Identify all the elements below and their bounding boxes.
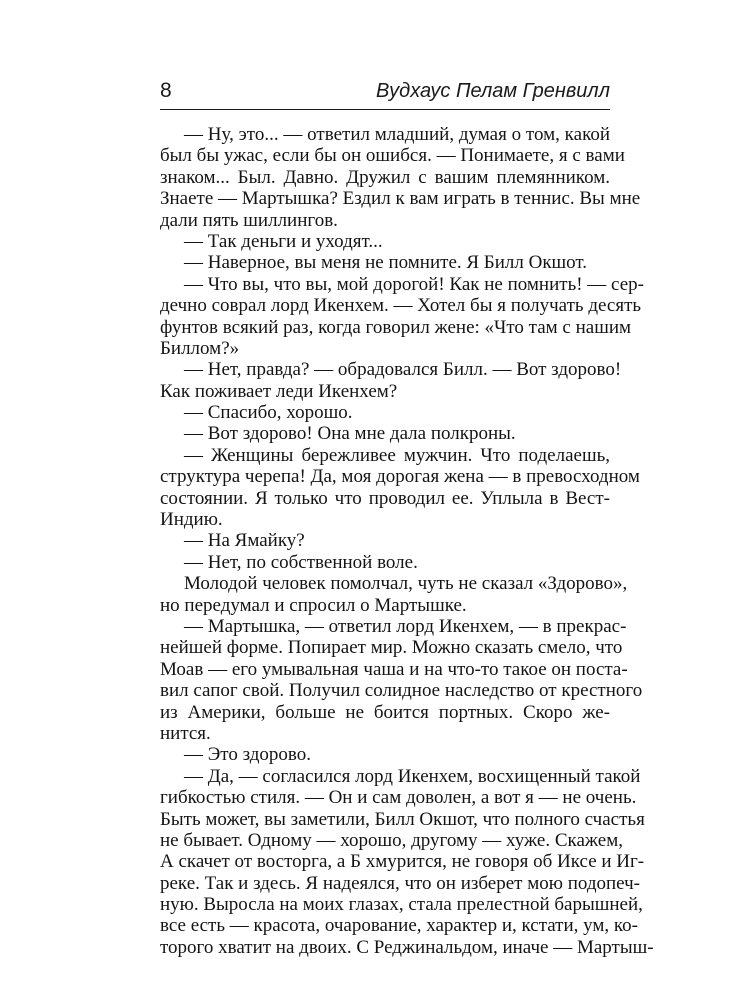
text-line: — Наверное, вы меня не помните. Я Билл Окшот. xyxy=(184,252,588,274)
text-line: — Это здорово. xyxy=(184,744,312,766)
text-line: — Нет, правда? — обрадовался Билл. — Вот здорово! xyxy=(184,359,622,381)
body-text xyxy=(160,124,654,958)
text-line: был бы ужас, если бы он ошибся. — Понимаете, я с вами xyxy=(160,145,625,167)
text-line: — Да, — согласился лорд Икенхем, восхищенный такой xyxy=(184,765,641,787)
text-line: гибкостью стиля. — Он и сам доволен, а вот я — не очень. xyxy=(160,787,637,809)
text-line: Индию. xyxy=(160,509,223,531)
text-line: Моав — его умывальная чаша и на что-то такое он поста- xyxy=(160,658,628,680)
text-line: — Что вы, что вы, мой дорогой! Как не помнить! — сер- xyxy=(184,273,644,295)
text-line: реке. Так и здесь. Я надеялся, что он изберет мою подопеч- xyxy=(160,872,640,894)
text-line: фунтов всякий раз, когда говорил жене: «Что там с нашим xyxy=(160,316,632,338)
text-line: Знаете — Мартышка? Ездил к вам играть в теннис. Вы мне xyxy=(160,188,641,210)
text-line: структура черепа! Да, моя дорогая жена — в превосходном xyxy=(160,466,640,488)
text-line: не бывает. Одному — хорошо, другому — хуже. Скажем, xyxy=(160,829,623,851)
text-line: Быть может, вы заметили, Билл Окшот, что полного счастья xyxy=(160,808,645,830)
text-line: но передумал и спросил о Мартышке. xyxy=(160,594,467,616)
text-line: — Так деньги и уходят... xyxy=(184,230,383,252)
text-line: нейшей форме. Попирает мир. Можно сказать смело, что xyxy=(160,637,623,659)
text-line: дечно соврал лорд Икенхем. — Хотел бы я получать десять xyxy=(160,295,642,317)
text-line: А скачет от восторга, а Б хмурится, не говоря об Иксе и Иг- xyxy=(160,851,645,873)
text-line: Биллом?» xyxy=(160,337,240,359)
text-line: — Нет, по собственной воле. xyxy=(184,551,418,573)
text-line: все есть — красота, очарование, характер и, кстати, ум, ко- xyxy=(160,915,639,937)
text-line: Молодой человек помолчал, чуть не сказал «Здорово», xyxy=(184,573,628,595)
page-header xyxy=(160,78,610,108)
text-line: — Вот здорово! Она мне дала полкроны. xyxy=(184,423,516,445)
text-line: ную. Выросла на моих глазах, стала прелестной барышней, xyxy=(160,894,643,916)
text-line: из Америки, больше не боится портных. Скоро же- xyxy=(160,701,610,723)
text-line: — Женщины бережливее мужчин. Что поделаешь, xyxy=(184,444,610,466)
text-line: — Ну, это... — ответил младший, думая о том, какой xyxy=(184,124,610,145)
header-rule xyxy=(160,109,610,110)
text-line: торого хватит на двоих. С Реджинальдом, иначе — Мартыш- xyxy=(160,936,654,958)
text-line: — Мартышка, — ответил лорд Икенхем, — в прекрас- xyxy=(184,615,627,637)
text-line: нится. xyxy=(160,722,211,744)
text-line: Как поживает леди Икенхем? xyxy=(160,380,398,402)
text-line: — Спасибо, хорошо. xyxy=(184,402,353,424)
text-line: состоянии. Я только что проводил ее. Уплыла в Вест- xyxy=(160,487,610,509)
running-title: Вудхаус Пелам Гренвилл xyxy=(376,80,610,102)
text-line: — На Ямайку? xyxy=(184,530,305,552)
page-number: 8 xyxy=(160,79,172,102)
text-line: знаком... Был. Давно. Дружил с вашим племянником. xyxy=(160,166,610,188)
text-line: вил сапог свой. Получил солидное наследство от крестного xyxy=(160,680,643,702)
text-line: дали пять шиллингов. xyxy=(160,209,338,231)
